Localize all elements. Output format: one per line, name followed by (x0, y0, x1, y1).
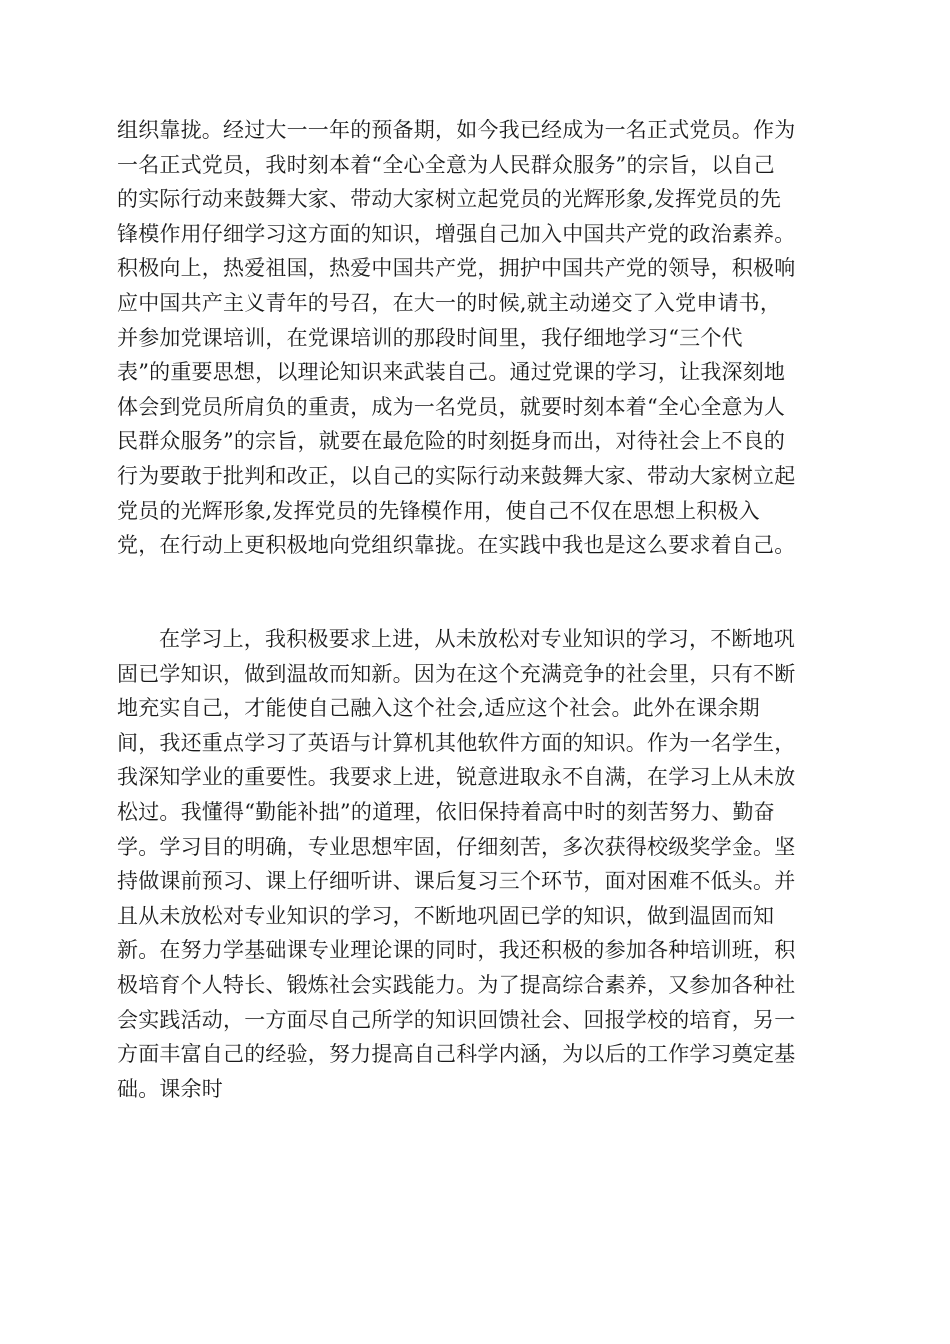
text-line: 一名正式党员，我时刻本着“全心全意为人民群众服务”的宗旨，以自己 (117, 152, 775, 177)
text-line-indented: 在学习上，我积极要求上进，从未放松对专业知识的学习，不断地巩 (159, 627, 795, 651)
text-line: 行为要敢于批判和改正，以自己的实际行动来鼓舞大家、带动大家树立起 (117, 463, 796, 488)
text-line: 且从未放松对专业知识的学习，不断地巩固已学的知识，做到温固而知 (117, 903, 775, 928)
paragraph-study (117, 622, 837, 1106)
text-line: 极培育个人特长、锻炼社会实践能力。为了提高综合素养，又参加各种社 (117, 972, 796, 997)
text-line: 会实践活动，一方面尽自己所学的知识回馈社会、回报学校的培育，另一 (117, 1007, 796, 1032)
text-line: 持做课前预习、课上仔细听讲、课后复习三个环节，面对困难不低头。并 (117, 869, 796, 894)
text-line: 体会到党员所肩负的重责，成为一名党员，就要时刻本着“全心全意为人 (117, 394, 786, 419)
text-line: 应中国共产主义青年的号召，在大一的时候,就主动递交了入党申请书， (117, 290, 782, 315)
text-line: 新。在努力学基础课专业理论课的同时，我还积极的参加各种培训班，积 (117, 938, 796, 963)
text-line: 锋模作用仔细学习这方面的知识，增强自己加入中国共产党的政治素养。 (117, 221, 796, 246)
paragraph-party-membership (117, 113, 837, 563)
text-line: 表”的重要思想，以理论知识来武装自己。通过党课的学习，让我深刻地 (117, 360, 786, 385)
text-line: 的实际行动来鼓舞大家、带动大家树立起党员的光辉形象,发挥党员的先 (117, 187, 782, 212)
text-line: 础。课余时 (117, 1076, 223, 1101)
text-line: 党员的光辉形象,发挥党员的先锋模作用，使自己不仅在思想上积极入 (117, 498, 760, 523)
text-line: 学。学习目的明确，专业思想牢固，仔细刻苦，多次获得校级奖学金。坚 (117, 834, 796, 859)
text-line: 松过。我懂得“勤能补拙”的道理，依旧保持着高中时的刻苦努力、勤奋 (117, 799, 775, 824)
text-line: 我深知学业的重要性。我要求上进，锐意进取永不自满，在学习上从未放 (117, 765, 796, 790)
text-line: 固已学知识，做到温故而知新。因为在这个充满竞争的社会里，只有不断 (117, 661, 796, 686)
text-line: 民群众服务”的宗旨，就要在最危险的时刻挺身而出，对待社会上不良的 (117, 429, 786, 454)
text-line: 并参加党课培训，在党课培训的那段时间里，我仔细地学习“三个代 (117, 325, 743, 350)
text-line: 组织靠拢。经过大一一年的预备期，如今我已经成为一名正式党员。作为 (117, 118, 796, 142)
text-line: 积极向上，热爱祖国，热爱中国共产党，拥护中国共产党的领导，积极响 (117, 256, 796, 281)
text-line: 间，我还重点学习了英语与计算机其他软件方面的知识。作为一名学生， (117, 730, 796, 755)
text-line: 党，在行动上更积极地向党组织靠拢。在实践中我也是这么要求着自己。 (117, 533, 796, 558)
text-line: 方面丰富自己的经验，努力提高自己科学内涵，为以后的工作学习奠定基 (117, 1042, 796, 1067)
text-line: 地充实自己，才能使自己融入这个社会,适应这个社会。此外在课余期 (117, 696, 760, 721)
